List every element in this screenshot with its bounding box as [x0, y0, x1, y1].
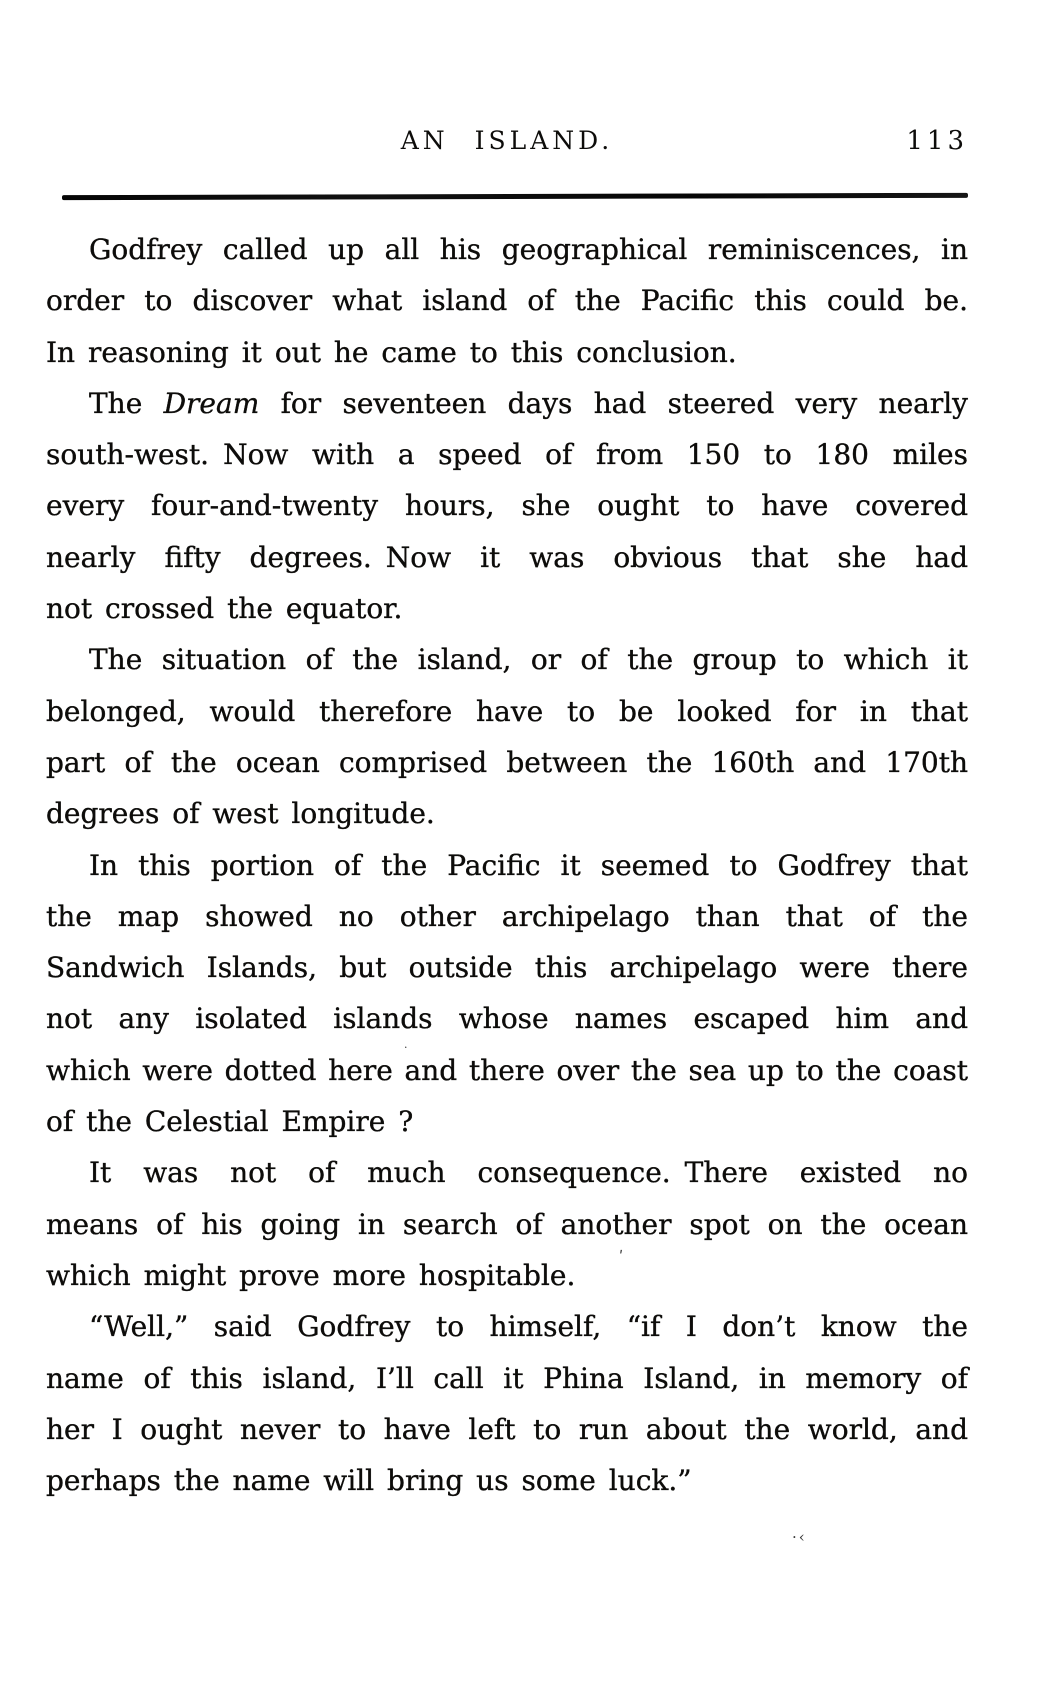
text-run: perhaps the name will bring us some luck.” [46, 1464, 692, 1498]
text-run: In this portion of the Pacific it seemed to Godfrey that [89, 848, 968, 882]
paragraph [46, 378, 968, 634]
text-line [46, 378, 968, 429]
text-run: part of the ocean comprised between the 160th and 170th [46, 745, 968, 779]
text-line [46, 1301, 968, 1352]
scan-speck: · [404, 1041, 408, 1054]
text-line [46, 480, 968, 531]
text-run: belonged, would therefore have to be looked for in that [46, 694, 968, 728]
text-run: every four-and-twenty hours, she ought to have covered [46, 489, 968, 523]
scan-speck: ·‹ [792, 1528, 807, 1546]
text-run: nearly fifty degrees. Now it was obvious that she had [46, 540, 968, 574]
text-line [46, 1199, 968, 1250]
text-run: It was not of much consequence. There existed no [89, 1156, 968, 1190]
page-header [46, 126, 968, 162]
text-run: for seventeen days had steered very nearly [259, 386, 968, 420]
text-line [46, 1404, 968, 1455]
paragraph [46, 224, 968, 378]
text-line [46, 1353, 968, 1404]
text-line [46, 275, 968, 326]
italic-run: Dream [163, 386, 260, 420]
scan-speck: ʹ [619, 1248, 624, 1266]
text-line [46, 1045, 968, 1096]
text-line [46, 1096, 968, 1147]
text-line [46, 788, 968, 839]
text-run: The [89, 386, 164, 420]
text-line [46, 634, 968, 685]
text-run: her I ought never to have left to run about the world, and [46, 1412, 968, 1446]
text-run: not crossed the equator. [46, 592, 403, 626]
body-text [46, 224, 968, 1506]
text-line [46, 1250, 968, 1301]
text-run: which were dotted here and there over the sea up to the coast [46, 1053, 968, 1087]
text-line [46, 840, 968, 891]
text-run: name of this island, I’ll call it Phina Island, in memory of [46, 1361, 968, 1395]
text-line [46, 1147, 968, 1198]
text-run: which might prove more hospitable. [46, 1258, 576, 1292]
text-line [46, 1455, 968, 1506]
text-run: Godfrey called up all his geographical reminiscences, in [89, 233, 968, 266]
text-run: the map showed no other archipelago than that of the [46, 899, 968, 933]
text-run: Sandwich Islands, but outside this archipelago were there [46, 951, 968, 985]
text-run: The situation of the island, or of the group to which it [89, 643, 968, 677]
text-line [46, 429, 968, 480]
paragraph [46, 1147, 968, 1301]
text-run: order to discover what island of the Pacific this could be. [46, 284, 968, 318]
header-rule [62, 193, 968, 200]
text-run: means of his going in search of another spot on the ocean [46, 1207, 968, 1241]
text-line [46, 993, 968, 1044]
page-number: 113 [906, 126, 968, 156]
text-run: south-west. Now with a speed of from 150 to 180 miles [46, 438, 968, 472]
text-line [46, 737, 968, 788]
text-line [46, 224, 968, 275]
text-line [46, 942, 968, 993]
paragraph [46, 840, 968, 1148]
text-run: “Well,” said Godfrey to himself, “if I don’t know the [89, 1310, 968, 1344]
text-line [46, 686, 968, 737]
text-line [46, 583, 968, 634]
running-title: AN ISLAND. [400, 126, 614, 155]
paragraph [46, 1301, 968, 1506]
text-line [46, 532, 968, 583]
text-run: degrees of west longitude. [46, 797, 435, 831]
text-run: In reasoning it out he came to this conclusion. [46, 335, 737, 369]
text-run: not any isolated islands whose names escaped him and [46, 1002, 968, 1036]
text-line [46, 891, 968, 942]
text-line [46, 327, 968, 378]
text-run: of the Celestial Empire ? [46, 1105, 414, 1139]
paragraph [46, 634, 968, 839]
